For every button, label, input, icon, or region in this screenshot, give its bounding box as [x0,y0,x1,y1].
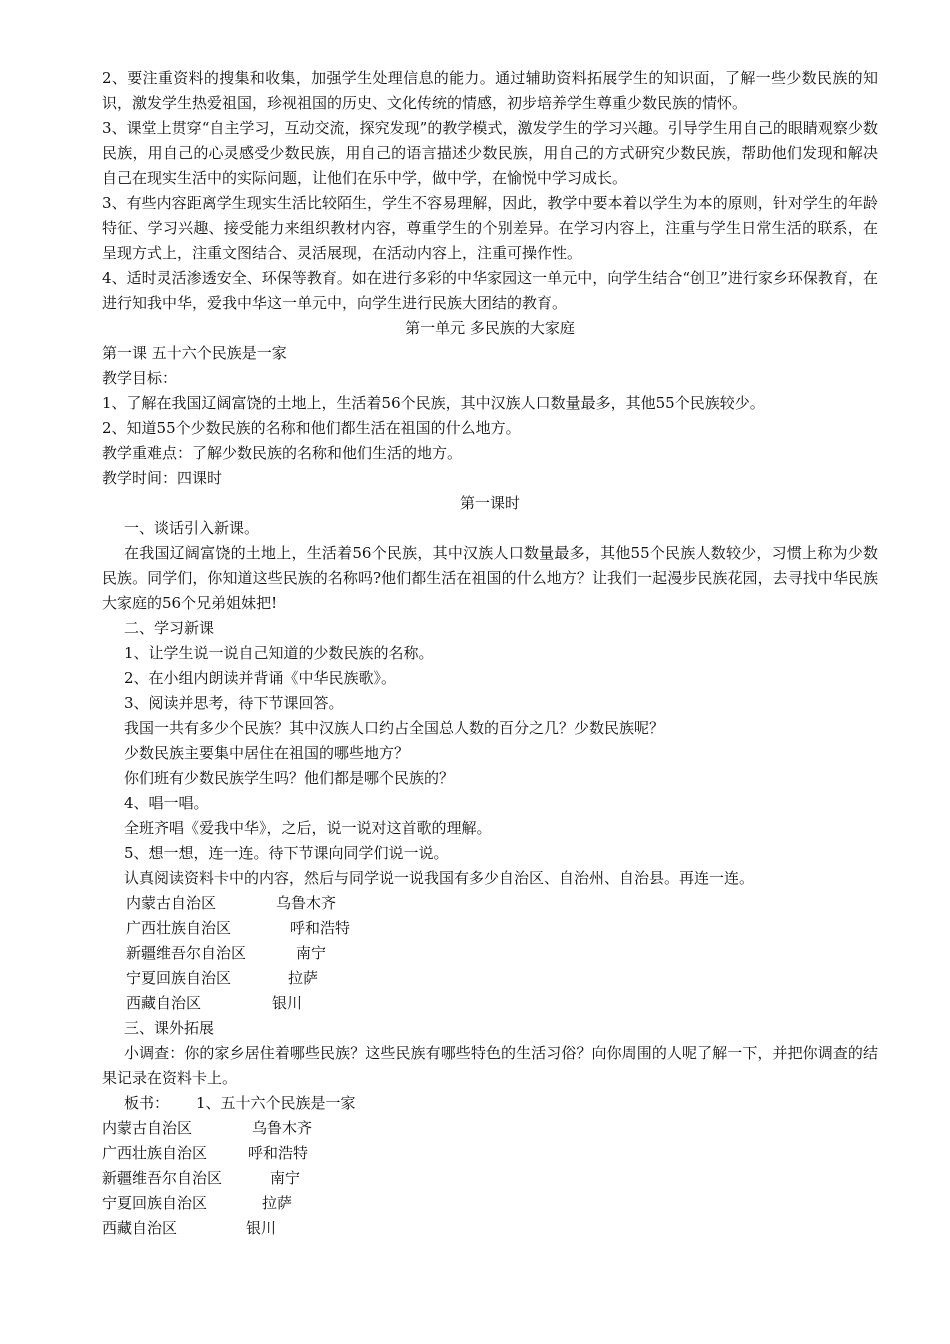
region-name: 新疆维吾尔自治区 [126,944,247,962]
section-1-title: 一、谈话引入新课。 [124,519,260,537]
section-3-text: 小调查：你的家乡居住着哪些民族？这些民族有哪些特色的生活习俗？向你周围的人呢了解一下，并把你调查的结果记录在资料卡上。 [102,1044,878,1087]
section-2-question-3: 你们班有少数民族学生吗？他们都是哪个民族的？ [124,769,455,787]
intro-paragraph-4: 4、适时灵活渗透安全、环保等教育。如在进行多彩的中华家园这一单元中，向学生结合“创卫”进行家乡环保教育，在进行知我中华，爱我中华这一单元中，向学生进行民族大团结的教育。 [102,269,878,312]
capital-name: 南宁 [296,944,327,962]
key-points: 教学重难点：了解少数民族的名称和他们生活的地方。 [102,444,463,462]
section-2-item-2: 2、在小组内朗读并背诵《中华民族歌》。 [124,669,397,687]
section-2-sing: 全班齐唱《爱我中华》，之后，说一说对这首歌的理解。 [124,819,492,837]
section-2-item-1: 1、让学生说一说自己知道的少数民族的名称。 [124,644,434,662]
region-name: 新疆维吾尔自治区 [102,1169,223,1187]
section-2-read: 认真阅读资料卡中的内容，然后与同学说一说我国有多少自治区、自治州、自治县。再连一连。 [124,869,755,887]
region-name: 宁夏回族自治区 [126,969,232,987]
board-row-4 [102,1191,878,1216]
intro-paragraph-3: 3、有些内容距离学生现实生活比较陌生，学生不容易理解，因此，教学中要本着以学生为本的原则，针对学生的年龄特征、学习兴趣、接受能力来组织教材内容，尊重学生的个别差异。在学习内容上，注重与学生日常生活的联系，在呈现方式上，注重文图结合、灵活展现，在活动内容上，注重可操作性。 [102,194,878,262]
region-name: 西藏自治区 [102,1219,178,1237]
section-2-item-3: 3、阅读并思考，待下节课回答。 [124,694,344,712]
section-2-question-1: 我国一共有多少个民族？其中汉族人口约占全国总人数的百分之几？少数民族呢？ [124,719,665,737]
goal-1: 1、了解在我国辽阔富饶的土地上，生活着56个民族，其中汉族人口数量最多，其他55个民族较少。 [102,394,765,412]
section-3-title: 三、课外拓展 [124,1019,215,1037]
region-name: 广西壮族自治区 [126,919,232,937]
lesson-title: 第一课 五十六个民族是一家 [102,344,287,362]
capital-name: 拉萨 [262,1194,293,1212]
section-1-text: 在我国辽阔富饶的土地上，生活着56个民族，其中汉族人口数量最多，其他55个民族人数较少，习惯上称为少数民族。同学们，你知道这些民族的名称吗?他们都生活在祖国的什么地方？让我们一起漫步民族花园，去寻找中华民族大家庭的56个兄弟姐妹把! [102,544,878,612]
board-row-1 [102,1116,878,1141]
match-row-4 [102,966,878,991]
section-2-item-4: 4、唱一唱。 [124,794,209,812]
goals-label: 教学目标： [102,369,178,387]
region-name: 内蒙古自治区 [126,894,217,912]
capital-name: 南宁 [270,1169,301,1187]
board-row-5 [102,1216,878,1241]
region-name: 内蒙古自治区 [102,1119,193,1137]
section-2-item-5: 5、想一想，连一连。待下节课向同学们说一说。 [124,844,449,862]
teaching-time: 教学时间：四课时 [102,469,223,487]
match-row-1 [102,891,878,916]
capital-name: 呼和浩特 [290,919,351,937]
section-2-question-2: 少数民族主要集中居住在祖国的哪些地方？ [124,744,410,762]
match-row-5 [102,991,878,1016]
board-row-3 [102,1166,878,1191]
region-name: 广西壮族自治区 [102,1144,208,1162]
period-title: 第一课时 [459,494,520,512]
match-row-3 [102,941,878,966]
capital-name: 银川 [272,994,303,1012]
document-page [102,66,878,1241]
section-2-title: 二、学习新课 [124,619,215,637]
board-label: 板书： [124,1094,170,1112]
capital-name: 呼和浩特 [248,1144,309,1162]
capital-name: 银川 [246,1219,277,1237]
match-row-2 [102,916,878,941]
capital-name: 拉萨 [288,969,319,987]
capital-name: 乌鲁木齐 [276,894,337,912]
intro-paragraph-2: 3、课堂上贯穿“自主学习，互动交流，探究发现”的教学模式，激发学生的学习兴趣。引导学生用自己的眼睛观察少数民族，用自己的心灵感受少数民族，用自己的语言描述少数民族，用自己的方式研究少数民族，帮助他们发现和解决自己在现实生活中的实际问题，让他们在乐中学，做中学，在愉悦中学习成长。 [102,119,878,187]
board-title: 1、五十六个民族是一家 [196,1094,356,1112]
goal-2: 2、知道55个少数民族的名称和他们都生活在祖国的什么地方。 [102,419,521,437]
unit-title: 第一单元 多民族的大家庭 [405,319,575,337]
region-name: 宁夏回族自治区 [102,1194,208,1212]
region-name: 西藏自治区 [126,994,202,1012]
board-header [102,1091,878,1116]
capital-name: 乌鲁木齐 [252,1119,313,1137]
board-row-2 [102,1141,878,1166]
intro-paragraph-1: 2、要注重资料的搜集和收集，加强学生处理信息的能力。通过辅助资料拓展学生的知识面，了解一些少数民族的知识，激发学生热爱祖国，珍视祖国的历史、文化传统的情感，初步培养学生尊重少数民族的情怀。 [102,69,878,112]
